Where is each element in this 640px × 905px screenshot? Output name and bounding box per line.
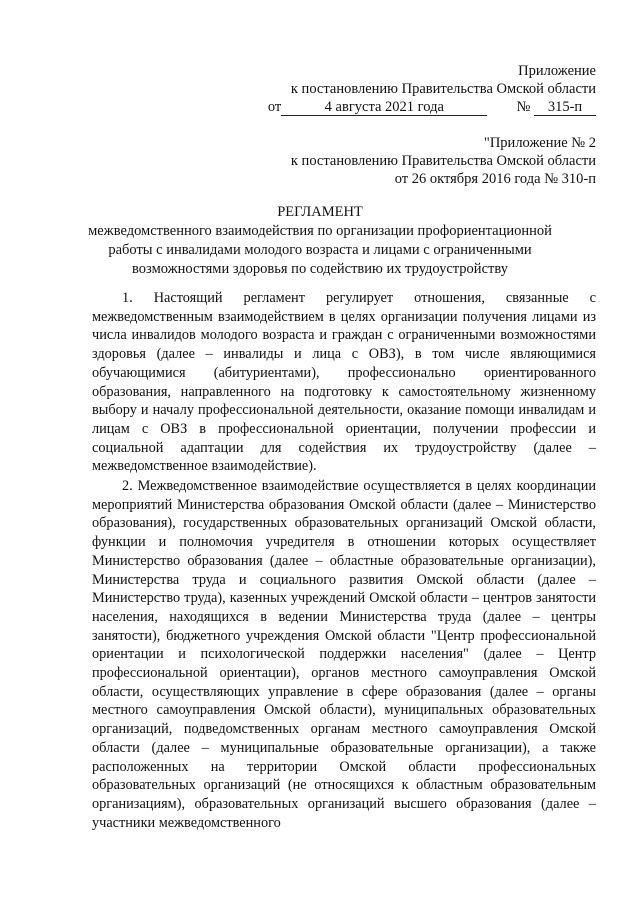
resolution-number: 315-п: [534, 99, 596, 116]
sub-appendix-date-number: от 26 октября 2016 года № 310-п: [394, 171, 596, 187]
sub-appendix-reference: к постановлению Правительства Омской области: [290, 153, 596, 169]
from-label: от: [267, 99, 282, 115]
resolution-date: 4 августа 2021 года: [281, 99, 487, 116]
paragraph-1: 1. Настоящий регламент регулирует отношения, связанные с межведомственным взаимодействием в целях организации получения лицами из числа инвалидов молодого возраста и граждан с ограниченными возможностями здоровья (далее – инвалиды и лица с ОВЗ), в том числе являющимися обучающимися (абитуриентами), профессионально ориентированного образования, направленного на подготовку к самостоятельному жизненному выбору и началу профессиональной деятельности, оказание помощи инвалидам и лицам с ОВЗ в профессиональной ориентации, получении профессии и социальной адаптации для содействия их трудоустройству (далее – межведомственное взаимодействие).: [92, 290, 596, 475]
resolution-date-number: [268, 98, 596, 116]
number-label: №: [516, 99, 531, 115]
document-title: РЕГЛАМЕНТ: [277, 204, 363, 220]
sub-appendix-title: "Приложение № 2: [483, 135, 596, 151]
appendix-reference: к постановлению Правительства Омской области: [290, 81, 596, 97]
appendix-title: Приложение: [518, 63, 596, 79]
paragraph-2: 2. Межведомственное взаимодействие осуществляется в целях координации мероприятий Министерства образования Омской области (далее – Министерство образования), государственных образовательных организаций Омской области, функции и полномочия учредителя в отношении которых осуществляет Министерство образования (далее – областные образовательные организации), Министерства труда и социального развития Омской области (далее – Министерство труда), казенных учреждений Омской области – центров занятости населения, находящихся в ведении Министерства труда (далее – центры занятости), бюджетного учреждения Омской области "Центр профессиональной ориентации и психологической поддержки населения" (далее – Центр профессиональной ориентации), органов местного самоуправления Омской области, осуществляющих управление в сфере образования (далее – органы местного самоуправления Омской области), муниципальных образовательных организаций, подведомственных органам местного самоуправления Омской области (далее – муниципальные образовательные организации), а также расположенных на территории Омской области профессиональных образовательных организаций (не относящихся к областным образовательным организациям), образовательных организаций высшего образования (далее – участники межведомственного: [92, 478, 596, 831]
document-subtitle: межведомственного взаимодействия по организации профориентационной работы с инвалидами молодого возраста и лицами с ограниченными возможностями здоровья по содействию их трудоустройству: [88, 223, 552, 277]
